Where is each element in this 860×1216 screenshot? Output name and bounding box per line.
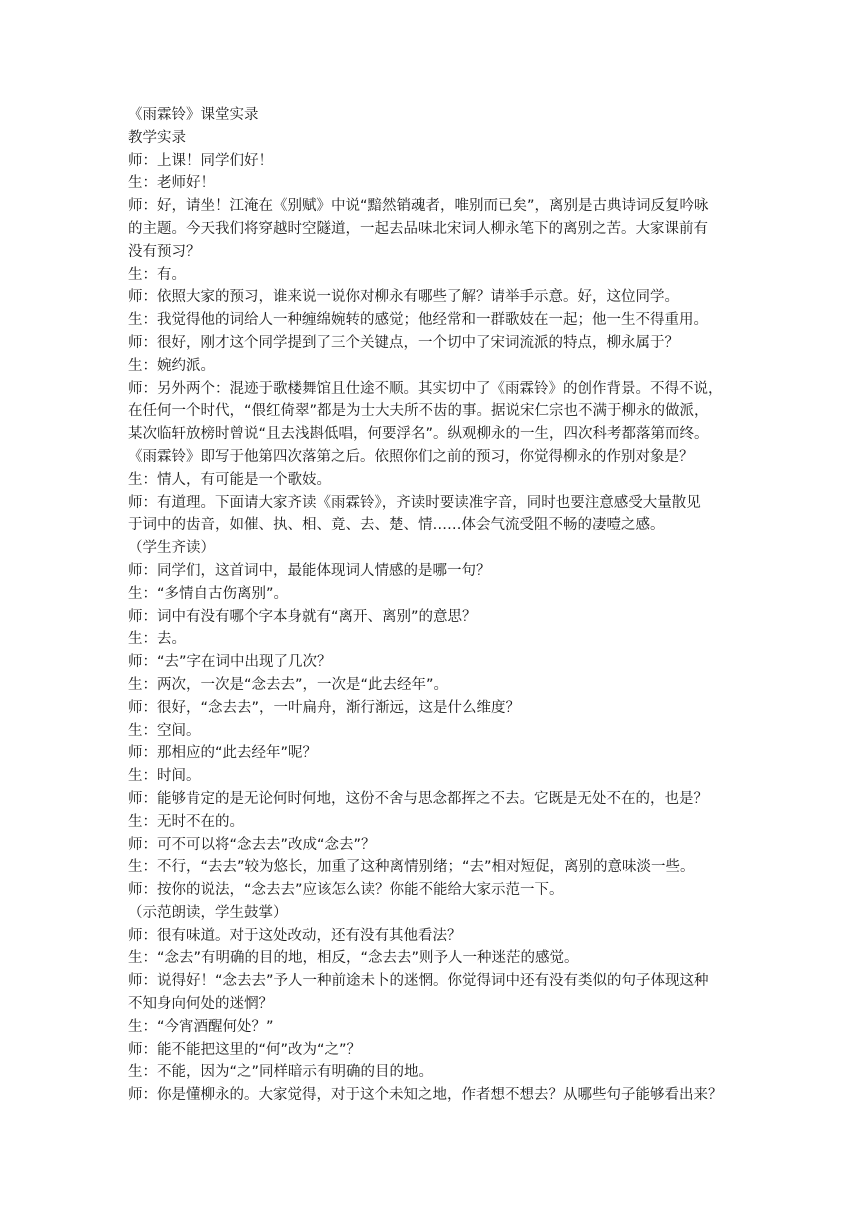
text-line: 师：词中有没有哪个字本身就有“离开、离别”的意思？ [128, 608, 477, 625]
text-line: 生：有。 [128, 266, 186, 283]
text-line: 生：不能，因为“之”同样暗示有明确的目的地。 [128, 1064, 434, 1081]
section-heading: 教学实录 [128, 129, 186, 146]
text-line: 生：“今宵酒醒何处？” [128, 1018, 274, 1035]
text-line: 生：时间。 [128, 768, 201, 785]
text-line: 师：有道理。下面请大家齐读《雨霖铃》，齐读时要读准字音，同时也要注意感受大量散见 [128, 494, 701, 511]
text-line: 不知身向何处的迷惘？ [128, 996, 273, 1013]
text-line: 生：我觉得他的词给人一种缠绵婉转的感觉；他经常和一群歌妓在一起；他一生不得重用。 [128, 312, 708, 329]
text-line: 某次临轩放榜时曾说“且去浅斟低唱，何要浮名”。纵观柳永的一生，四次科考都落第而终。 [128, 426, 709, 443]
text-line: 生：婉约派。 [128, 357, 215, 374]
text-line: 生：不行，“去去”较为悠长，加重了这种离情别绪；“去”相对短促，离别的意味淡一些。 [128, 859, 695, 876]
text-line: 于词中的齿音，如催、执、相、竟、去、楚、情……体会气流受阻不畅的凄噎之感。 [128, 517, 665, 534]
text-line: 在任何一个时代，“偎红倚翠”都是为士大夫所不齿的事。据说宋仁宗也不满于柳永的做派， [128, 403, 709, 420]
text-line: 师：能够肯定的是无论何时何地，这份不舍与思念都挥之不去。它既是无处不在的，也是？ [128, 790, 708, 807]
text-line: 师：那相应的“此去经年”呢？ [128, 745, 318, 762]
text-line: 生：空间。 [128, 722, 201, 739]
text-line: 师：很好，“念去去”，一叶扁舟，渐行渐远，这是什么维度？ [128, 699, 521, 716]
text-line: 没有预习？ [128, 243, 201, 260]
text-line: 生：无时不在的。 [128, 813, 244, 830]
text-line: 师：“去”字在词中出现了几次？ [128, 654, 332, 671]
text-line: 生：两次，一次是“念去去”，一次是“此去经年”。 [128, 676, 449, 693]
text-line: 生：去。 [128, 631, 186, 648]
text-line: 生：情人，有可能是一个歌妓。 [128, 471, 331, 488]
text-line: 的主题。今天我们将穿越时空隧道，一起去品味北宋词人柳永笔下的离别之苦。大家课前有 [128, 220, 708, 237]
text-line: 师：可不可以将“念去去”改成“念去”？ [128, 836, 376, 853]
stage-direction: （示范朗读，学生鼓掌） [128, 904, 288, 921]
text-line: 师：好，请坐！江淹在《别赋》中说“黯然销魂者，唯别而已矣”，离别是古典诗词反复吟咏 [128, 198, 709, 215]
document-title: 《雨霖铃》课堂实录 [128, 107, 259, 123]
text-line: 师：能不能把这里的“何”改为“之”？ [128, 1041, 362, 1058]
text-line: 生：“多情自古伤离别”。 [128, 585, 289, 602]
text-line: 师：很好，刚才这个同学提到了三个关键点，一个切中了宋词流派的特点，柳永属于？ [128, 334, 679, 351]
text-line: 师：很有味道。对于这处改动，还有没有其他看法？ [128, 927, 462, 944]
text-line: 生：“念去”有明确的目的地，相反，“念去去”则予人一种迷茫的感觉。 [128, 950, 579, 967]
text-line: 《雨霖铃》即写于他第四次落第之后。依照你们之前的预习，你觉得柳永的作别对象是？ [128, 448, 694, 465]
text-line: 师：按你的说法，“念去去”应该怎么读？你能不能给大家示范一下。 [128, 882, 564, 899]
text-line: 师：同学们，这首词中，最能体现词人情感的是哪一句？ [128, 562, 491, 579]
document-body [128, 104, 738, 1107]
text-line: 师：另外两个：混迹于歌楼舞馆且仕途不顺。其实切中了《雨霖铃》的创作背景。不得不说， [128, 380, 723, 397]
text-line: 生：老师好！ [128, 175, 215, 192]
text-line: 师：上课！同学们好！ [128, 152, 273, 169]
text-line: 师：你是懂柳永的。大家觉得，对于这个未知之地，作者想不想去？从哪些句子能够看出来？ [128, 1087, 723, 1104]
stage-direction: （学生齐读） [128, 540, 215, 557]
text-line: 师：说得好！“念去去”予人一种前途未卜的迷惘。你觉得词中还有没有类似的句子体现这种 [128, 973, 709, 990]
text-line: 师：依照大家的预习，谁来说一说你对柳永有哪些了解？请举手示意。好，这位同学。 [128, 289, 679, 306]
